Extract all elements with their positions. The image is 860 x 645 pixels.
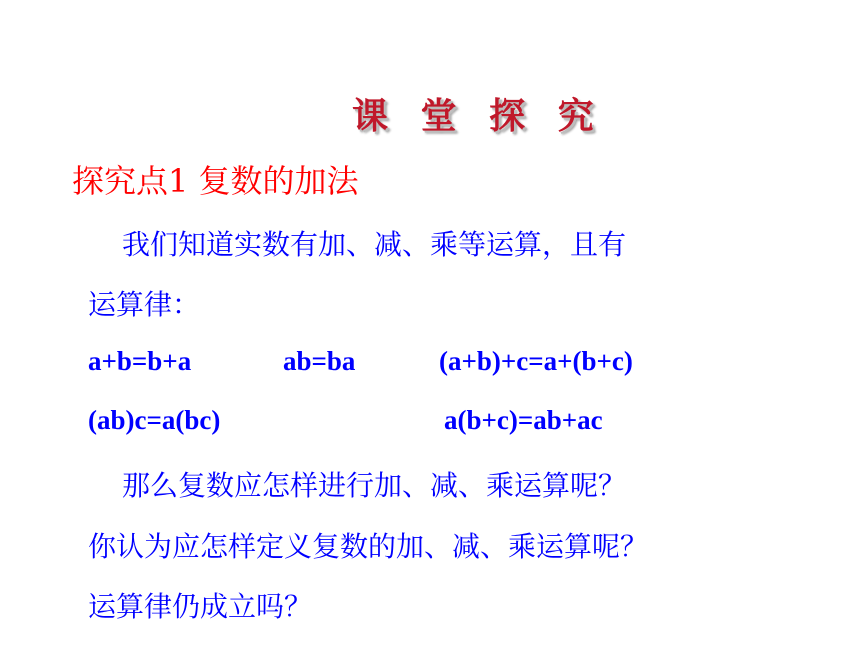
- formula-distributive: a(b+c)=ab+ac: [444, 405, 603, 435]
- paragraph-line-2: 运算律：: [88, 288, 201, 321]
- formula-commutative-mul: ab=ba: [283, 346, 356, 376]
- formula-associative-add: (a+b)+c=a+(b+c): [439, 346, 633, 376]
- paragraph-line-1: 我们知道实数有加、减、乘等运算，且有: [122, 228, 627, 261]
- formula-commutative-add: a+b=b+a: [88, 346, 192, 376]
- question-line-2: 你认为应怎样定义复数的加、减、乘运算呢？: [88, 530, 649, 563]
- question-line-1: 那么复数应怎样进行加、减、乘运算呢？: [122, 469, 627, 502]
- page-title: 探究点1 复数的加法: [72, 162, 359, 200]
- section-banner: 课 堂 探 究: [352, 96, 604, 137]
- formula-associative-mul: (ab)c=a(bc): [88, 405, 221, 435]
- question-line-3: 运算律仍成立吗？: [88, 590, 313, 623]
